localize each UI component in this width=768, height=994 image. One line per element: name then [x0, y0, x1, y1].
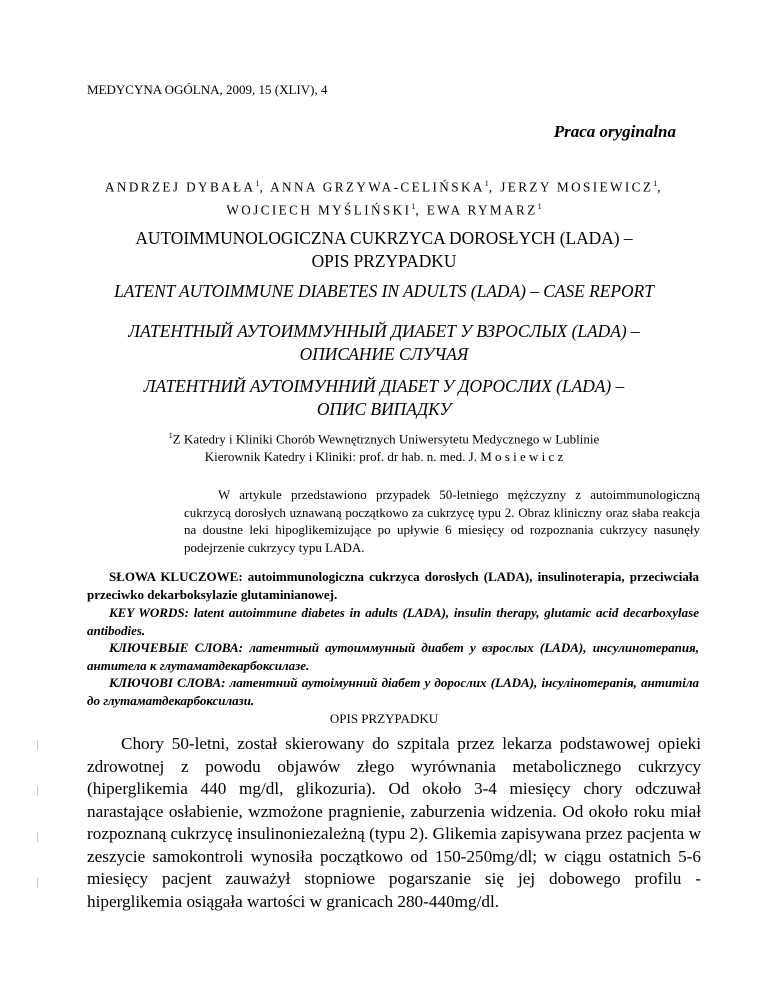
title-russian-line-1: ЛАТЕНТНЫЙ АУТОИММУННЫЙ ДИАБЕТ У ВЗРОСЛЫХ (LADA) –: [128, 321, 640, 341]
author-line-2: [80, 197, 688, 220]
journal-reference: MEDYCYNA OGÓLNA, 2009, 15 (XLIV), 4: [87, 82, 328, 97]
author-line-1: [80, 174, 688, 197]
keywords-text: латентный аутоиммунный диабет у взрослых (LADA), инсулинотерапия, антитела к глутаматдекарбоксилазе.: [87, 640, 699, 673]
section-heading: OPIS PRZYPADKU: [329, 711, 439, 726]
author-name: EWA RYMARZ: [426, 202, 538, 218]
affiliation: [60, 427, 708, 466]
author-separator: ,: [259, 179, 271, 195]
author-name: WOJCIECH MYŚLIŃSKI: [226, 202, 412, 218]
margin-scan-mark: [37, 786, 38, 796]
affiliation-department: Z Katedry i Kliniki Chorób Wewnętrznych Uniwersytetu Medycznego w Lublinie: [172, 431, 600, 447]
abstract: W artykule przedstawiono przypadek 50-letniego mężczyzny z autoimmunologiczną cukrzycą dorosłych uznawaną początkowo za cukrzycę typu 2. Obraz kliniczny oraz słaba reakcja na doustne leki hipoglikemizujące po upływie 6 miesięcy od rozpoznania cukrzycy nasunęły podejrzenie cukrzycy typu LADA.: [184, 487, 700, 555]
title-ukrainian-line-2: ОПИС ВИПАДКУ: [316, 399, 452, 419]
author-name: JERZY MOSIEWICZ: [500, 179, 654, 195]
keywords-text: autoimmunologiczna cukrzyca dorosłych (LADA), insulinoterapia, przeciwciała przeciwko dekarboksylazie glutaminianowej.: [87, 569, 699, 602]
margin-scan-mark: [37, 878, 38, 888]
keywords-english: [87, 604, 699, 639]
author-separator: ,: [415, 202, 427, 218]
author-affiliation-mark: 1: [484, 179, 489, 188]
keywords-label: КЛЮЧОВІ СЛОВА:: [109, 675, 226, 690]
author-affiliation-mark: 1: [537, 202, 542, 212]
author-name: ANNA GRZYWA-CELIŃSKA: [270, 179, 485, 195]
author-separator: ,: [657, 179, 663, 195]
author-list: [80, 174, 688, 221]
title-polish: [60, 227, 708, 273]
title-russian: [60, 320, 708, 366]
keywords-ukrainian: [87, 674, 699, 709]
keywords-text: latent autoimmune diabetes in adults (LADA), insulin therapy, glutamic acid decarboxylase antibodies.: [87, 605, 700, 638]
keywords-polish: [87, 568, 699, 603]
keywords-label: KEY WORDS:: [109, 605, 189, 620]
body-paragraph: Chory 50-letni, został skierowany do szpitala przez lekarza podstawowej opieki zdrowotnej z powodu objawów złego wyrównania metabolicznego cukrzycy (hiperglikemia 440 mg/dl, glikozuria). Od około 3-4 miesięcy chory odczuwał narastające osłabienie, wzmożone pragnienie, zaburzenia widzenia. Od około roku miał rozpoznaną cukrzycę insulinoniezależną (typu 2). Glikemia zapisywana przez pacjenta w zeszycie samokontroli wynosiła początkowo od 150-250mg/dl; w ciągu ostatnich 5-6 miesięcy pacjent zauważył stopniowe pogarszanie się jej dobowego profilu - hiperglikemia osiągała wartości w granicach 280-440mg/dl.: [87, 734, 701, 911]
author-affiliation-mark: 1: [653, 179, 658, 188]
keywords-label: КЛЮЧЕВЫЕ СЛОВА:: [109, 640, 244, 655]
author-affiliation-mark: 1: [255, 179, 260, 188]
affiliation-number: 1: [168, 431, 173, 440]
margin-scan-mark: [37, 832, 38, 842]
title-polish-line-2: OPIS PRZYPADKU: [311, 251, 457, 271]
affiliation-line-2: Kierownik Katedry i Kliniki: prof. dr hab. n. med. J. M o s i e w i c z: [204, 449, 564, 465]
keywords-label: SŁOWA KLUCZOWE:: [109, 569, 243, 584]
title-polish-line-1: AUTOIMMUNOLOGICZNA CUKRZYCA DOROSŁYCH (LADA) –: [135, 228, 633, 248]
keywords-russian: [87, 639, 699, 674]
keywords-text: латентний аутоімунний діабет у дорослих (LADA), інсулінотерапія, антитіла до глутаматдекарбоксилази.: [87, 675, 700, 708]
author-affiliation-mark: 1: [411, 202, 416, 212]
author-name: ANDRZEJ DYBAŁA: [105, 179, 256, 195]
margin-scan-mark: [37, 740, 38, 750]
paper-type-label: Praca oryginalna: [553, 122, 676, 141]
title-ukrainian: [60, 375, 708, 421]
title-english: LATENT AUTOIMMUNE DIABETES IN ADULTS (LADA) – CASE REPORT: [114, 281, 654, 301]
title-ukrainian-line-1: ЛАТЕНТНИЙ АУТОІМУННИЙ ДІАБЕТ У ДОРОСЛИХ (LADA) –: [143, 376, 625, 396]
title-russian-line-2: ОПИСАНИЕ СЛУЧАЯ: [299, 344, 469, 364]
affiliation-line-1: [60, 427, 708, 448]
author-separator: ,: [488, 179, 501, 195]
